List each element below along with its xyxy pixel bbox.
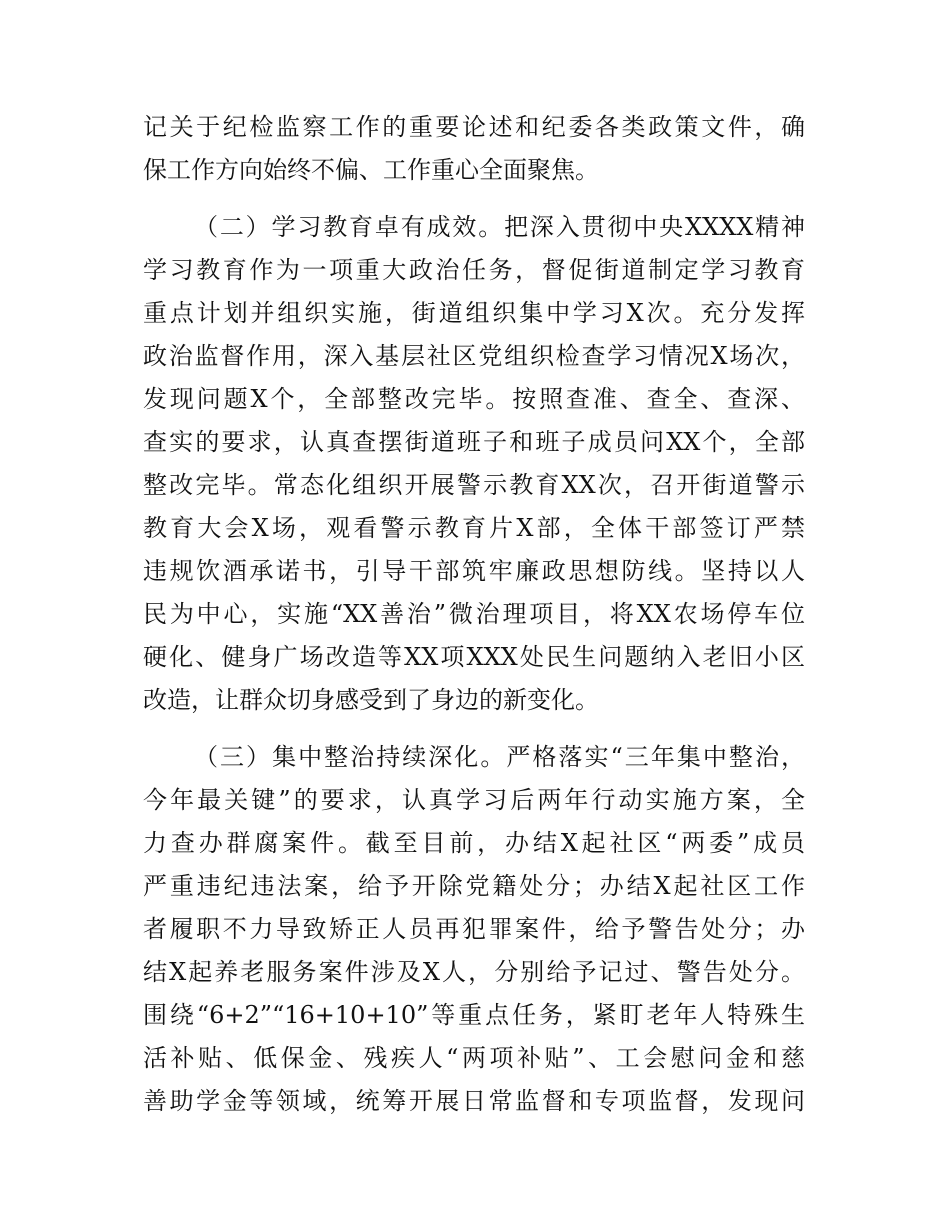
paragraph-continuation: [143, 106, 805, 192]
text-line: 教育大会X场，观看警示教育片X部，全体干部签订严禁: [143, 514, 805, 542]
text-line: 民为中心，实施“XX善治”微治理项目，将XX农场停车位: [143, 600, 805, 628]
text-line: 重点计划并组织实施，街道组织集中学习X次。充分发挥: [143, 299, 805, 327]
text-line: 发现问题X个，全部整改完毕。按照查准、查全、查深、: [143, 385, 805, 413]
text-line: 违规饮酒承诺书，引导干部筑牢廉政思想防线。坚持以人: [143, 557, 805, 585]
text-line: 查实的要求，认真查摆街道班子和班子成员问XX个，全部: [143, 428, 805, 456]
text-line: 善助学金等领域，统筹开展日常监督和专项监督，发现问: [143, 1087, 805, 1115]
text-line: 力查办群腐案件。截至目前，办结X起社区“两委”成员: [143, 829, 805, 857]
text-line: 严重违纪违法案，给予开除党籍处分；办结X起社区工作: [143, 872, 805, 900]
text-line: 整改完毕。常态化组织开展警示教育XX次，召开街道警示: [143, 471, 805, 499]
text-line: 政治监督作用，深入基层社区党组织检查学习情况X场次，: [143, 342, 805, 370]
text-line: 改造，让群众切身感受到了身边的新变化。: [143, 686, 599, 714]
text-line: 记关于纪检监察工作的重要论述和纪委各类政策文件，确: [143, 113, 805, 141]
text-line: 保工作方向始终不偏、工作重心全面聚焦。: [143, 156, 599, 184]
text-line: 者履职不力导致矫正人员再犯罪案件，给予警告处分；办: [143, 915, 805, 943]
text-line: 围绕“6+2”“16+10+10”等重点任务，紧盯老年人特殊生: [143, 1001, 805, 1029]
paragraph-study-education: [143, 206, 805, 722]
section-heading-line: （二）学习教育卓有成效。把深入贯彻中央XXXX精神: [194, 213, 805, 241]
text-line: 硬化、健身广场改造等XX项XXX处民生问题纳入老旧小区: [143, 643, 805, 671]
text-line: 今年最关键”的要求，认真学习后两年行动实施方案，全: [143, 786, 805, 814]
section-heading-line: （三）集中整治持续深化。严格落实“三年集中整治，: [194, 743, 805, 771]
text-line: 结X起养老服务案件涉及X人，分别给予记过、警告处分。: [143, 958, 805, 986]
text-line: 活补贴、低保金、残疾人“两项补贴”、工会慰问金和慈: [143, 1044, 805, 1072]
document-page: [143, 106, 805, 1137]
paragraph-concentrated-rectification: [143, 736, 805, 1123]
text-line: 学习教育作为一项重大政治任务，督促街道制定学习教育: [143, 256, 805, 284]
